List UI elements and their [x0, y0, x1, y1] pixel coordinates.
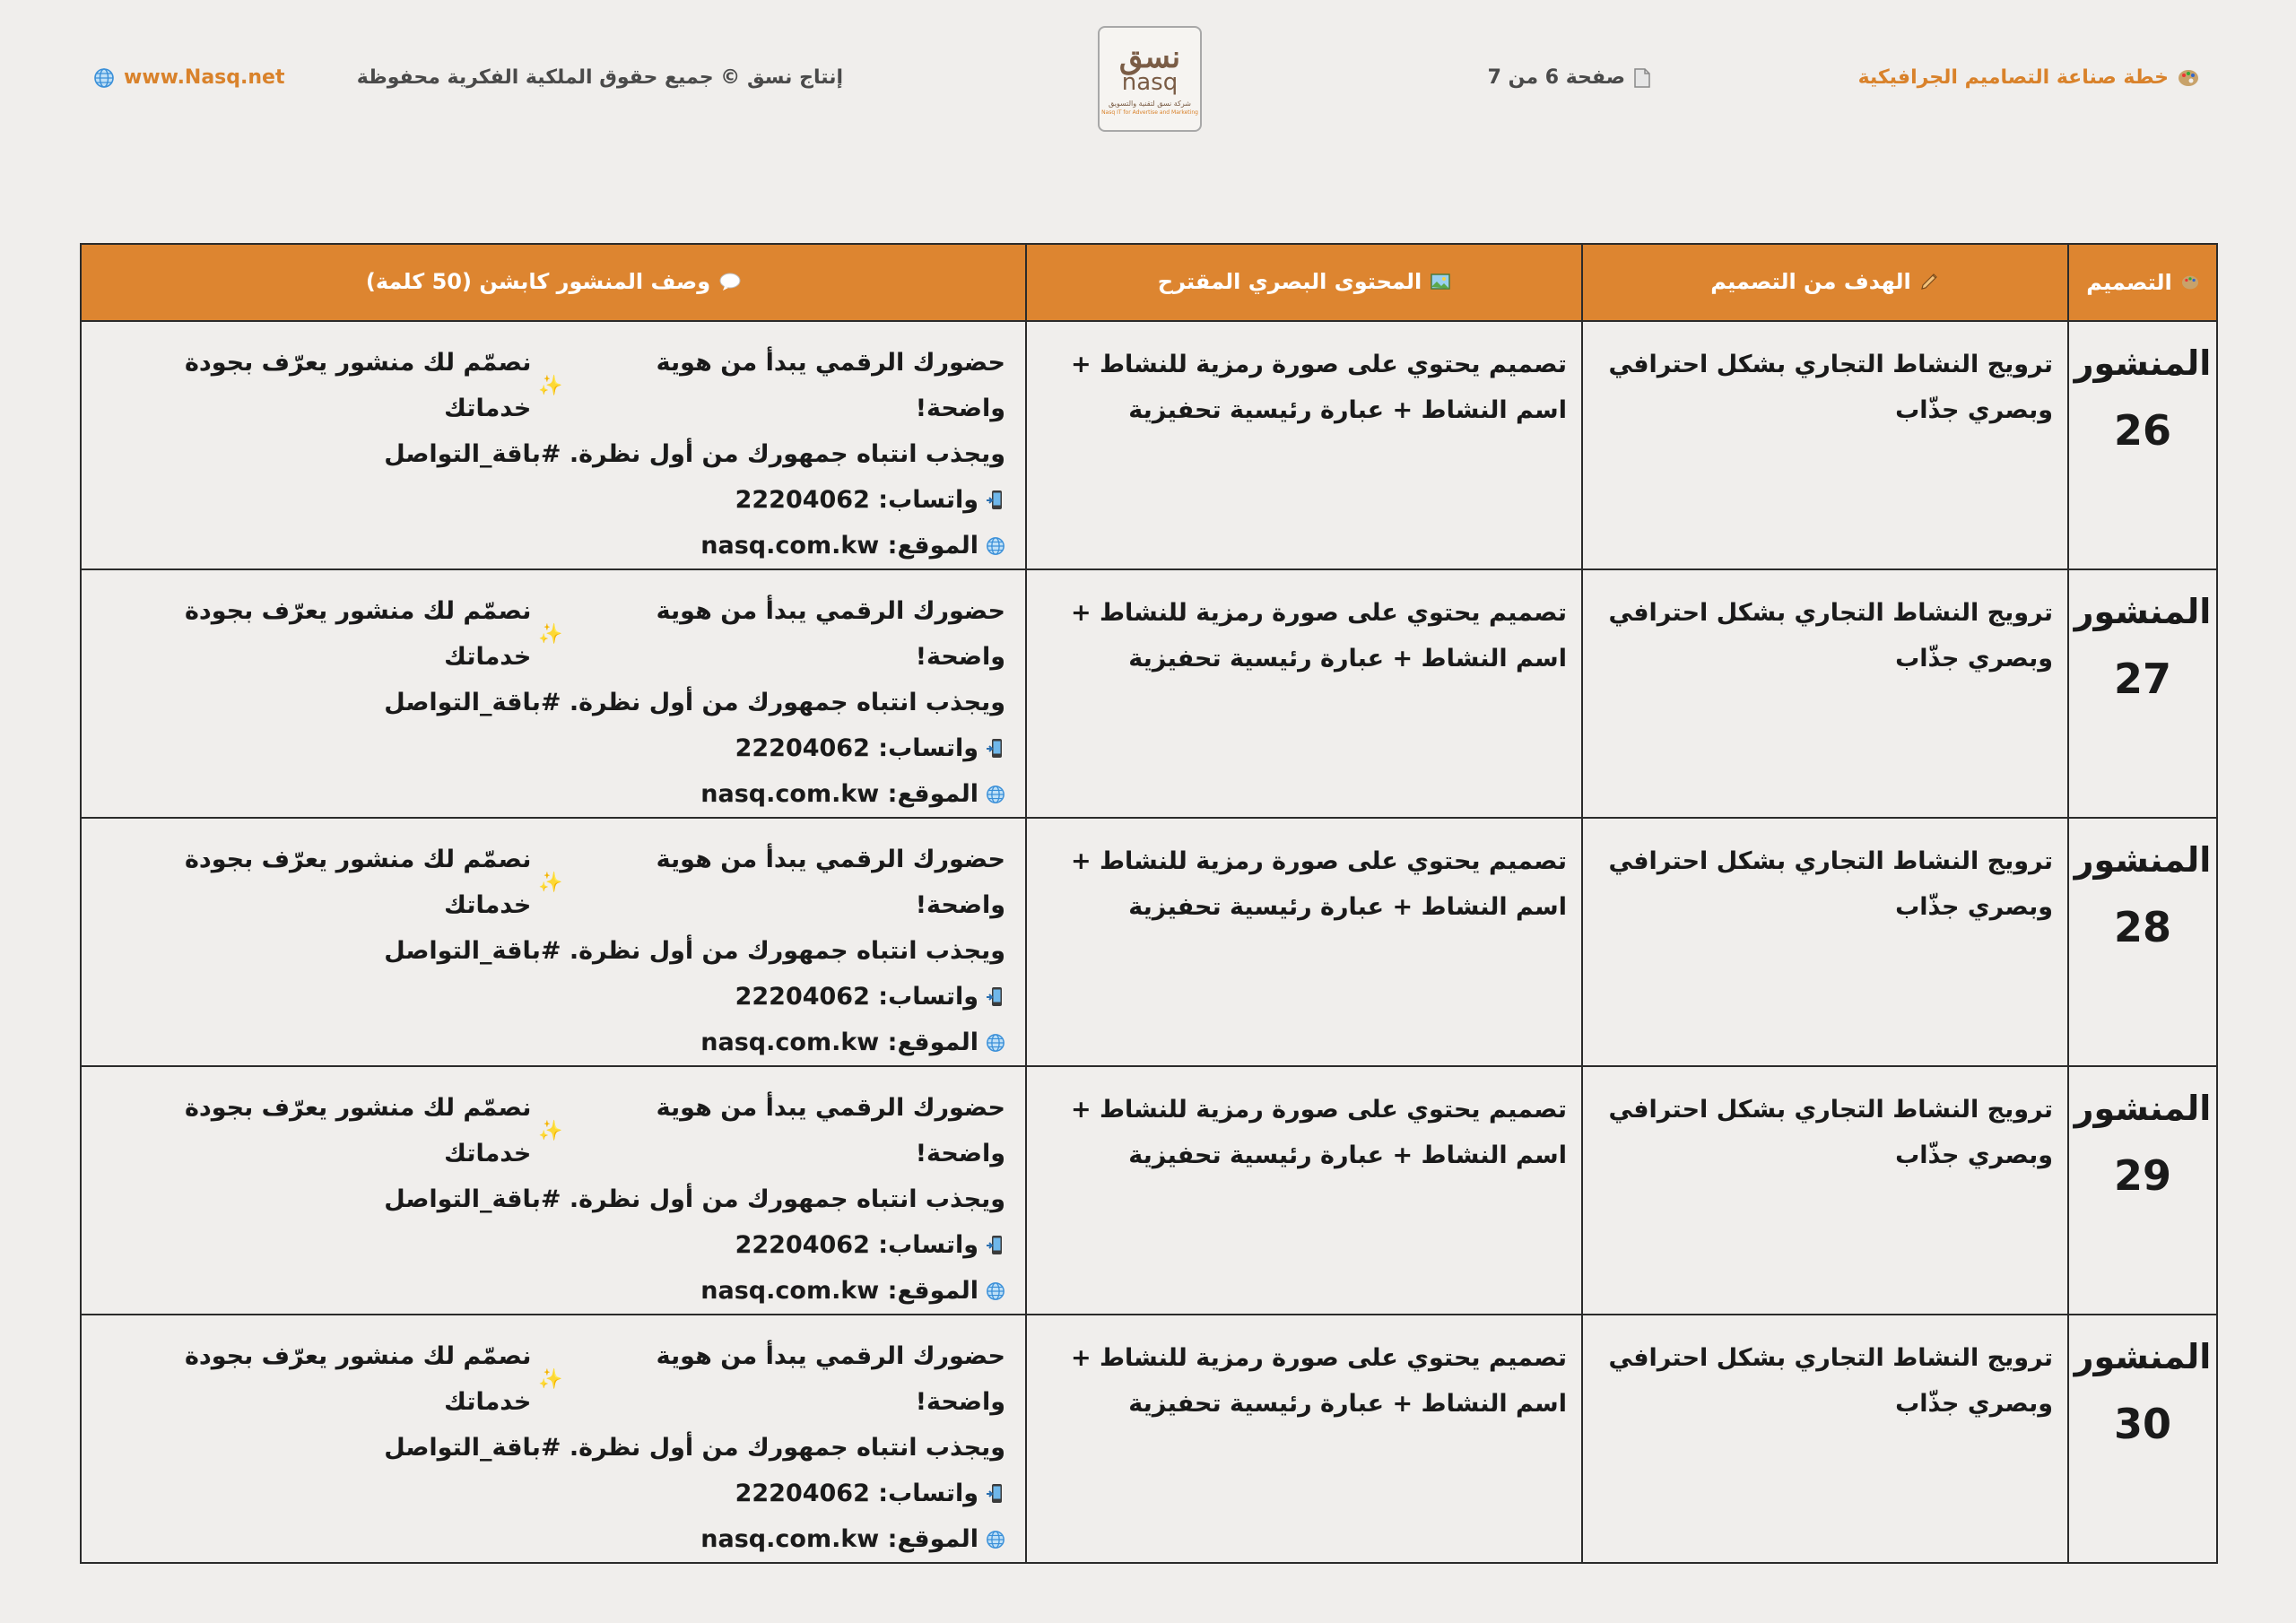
caption-cell [81, 569, 1026, 818]
globe-icon [986, 1530, 1005, 1549]
palette-icon [2178, 68, 2199, 88]
document-title-text: خطة صناعة التصاميم الجرافيكية [1857, 66, 2169, 89]
caption-line-2-text: ويجذب انتباه جمهورك من أول نظرة. #باقة_التواصل [384, 937, 1005, 965]
whatsapp-text: واتساب: 22204062 [735, 983, 978, 1011]
header-design [2068, 244, 2217, 321]
goal-text: ترويج النشاط التجاري بشكل احترافي وبصري جذّاب [1608, 351, 2053, 424]
visual-cell [1026, 321, 1582, 569]
caption-line-1-end: نصمّم لك منشور يعرّف بجودة خدماتك [184, 846, 532, 919]
goal-text: ترويج النشاط التجاري بشكل احترافي وبصري جذّاب [1608, 599, 2053, 673]
globe-icon [986, 1281, 1005, 1301]
website-link[interactable] [93, 66, 284, 89]
caption-cell [81, 1066, 1026, 1315]
table-row [81, 818, 2217, 1066]
goal-cell [1582, 818, 2068, 1066]
goal-text: ترويج النشاط التجاري بشكل احترافي وبصري جذّاب [1608, 1344, 2053, 1418]
goal-text: ترويج النشاط التجاري بشكل احترافي وبصري جذّاب [1608, 1096, 2053, 1169]
visual-cell [1026, 569, 1582, 818]
design-cell [2068, 1066, 2217, 1315]
sparkles-icon: ✨ [538, 374, 563, 397]
caption-line-1 [101, 588, 1005, 680]
header-visual-label: المحتوى البصري المقترح [1157, 269, 1422, 294]
table-header [81, 244, 2217, 321]
design-plan-table [80, 243, 2218, 1564]
page-icon [1634, 68, 1650, 88]
table-row [81, 569, 2217, 818]
whatsapp-text: واتساب: 22204062 [735, 734, 978, 762]
site-text: الموقع: nasq.com.kw [700, 780, 978, 808]
picture-icon [1431, 273, 1450, 291]
caption-line-1-start: حضورك الرقمي يبدأ من هوية واضحة! [656, 1094, 1005, 1167]
caption-site [101, 523, 1005, 568]
page-indicator-text: صفحة 6 من 7 [1487, 66, 1625, 89]
website-text[interactable]: www.Nasq.net [124, 66, 285, 89]
caption-whatsapp [101, 725, 1005, 771]
caption-whatsapp [101, 1471, 1005, 1516]
caption-line-2 [101, 1425, 1005, 1471]
post-number: 28 [2113, 902, 2171, 951]
globe-icon [986, 1033, 1005, 1053]
caption-line-1-end: نصمّم لك منشور يعرّف بجودة خدماتك [184, 597, 532, 671]
caption-cell [81, 818, 1026, 1066]
goal-cell [1582, 569, 2068, 818]
design-cell [2068, 321, 2217, 569]
globe-icon [93, 67, 115, 89]
header-design-label: التصميم [2086, 269, 2172, 295]
table-row [81, 1066, 2217, 1315]
company-logo [1098, 26, 1202, 132]
caption-line-1-start: حضورك الرقمي يبدأ من هوية واضحة! [656, 846, 1005, 919]
mobile-phone-icon [986, 1483, 1005, 1505]
sparkles-icon: ✨ [538, 622, 563, 646]
caption-whatsapp [101, 477, 1005, 523]
visual-text: تصميم يحتوي على صورة رمزية للنشاط + اسم النشاط + عبارة رئيسية تحفيزية [1070, 1096, 1567, 1169]
caption-line-1 [101, 340, 1005, 431]
table-row [81, 1315, 2217, 1563]
caption-line-2 [101, 928, 1005, 974]
globe-icon [986, 785, 1005, 804]
visual-cell [1026, 1066, 1582, 1315]
post-label: المنشور [2074, 1089, 2212, 1128]
caption-line-1 [101, 1333, 1005, 1425]
whatsapp-text: واتساب: 22204062 [735, 486, 978, 514]
mobile-phone-icon [986, 738, 1005, 759]
post-label: المنشور [2074, 840, 2212, 880]
table-body [81, 321, 2217, 1563]
goal-cell [1582, 1066, 2068, 1315]
speech-bubble-icon [719, 272, 741, 291]
caption-line-1-end: نصمّم لك منشور يعرّف بجودة خدماتك [184, 349, 532, 422]
caption-site [101, 1516, 1005, 1562]
goal-cell [1582, 1315, 2068, 1563]
site-text: الموقع: nasq.com.kw [700, 532, 978, 560]
header-goal [1582, 244, 2068, 321]
palette-icon [2181, 274, 2199, 291]
caption-whatsapp [101, 974, 1005, 1020]
header-goal-label: الهدف من التصميم [1710, 269, 1911, 294]
caption-line-2-text: ويجذب انتباه جمهورك من أول نظرة. #باقة_التواصل [384, 1185, 1005, 1213]
caption-line-1-end: نصمّم لك منشور يعرّف بجودة خدماتك [184, 1094, 532, 1167]
visual-text: تصميم يحتوي على صورة رمزية للنشاط + اسم النشاط + عبارة رئيسية تحفيزية [1070, 1344, 1567, 1418]
caption-whatsapp [101, 1222, 1005, 1268]
caption-line-1 [101, 837, 1005, 928]
caption-line-1-start: حضورك الرقمي يبدأ من هوية واضحة! [656, 1342, 1005, 1416]
design-cell [2068, 818, 2217, 1066]
caption-line-1 [101, 1085, 1005, 1176]
site-text: الموقع: nasq.com.kw [700, 1277, 978, 1305]
post-label: المنشور [2074, 1337, 2212, 1376]
visual-text: تصميم يحتوي على صورة رمزية للنشاط + اسم النشاط + عبارة رئيسية تحفيزية [1070, 847, 1567, 921]
post-number: 27 [2113, 654, 2171, 703]
site-text: الموقع: nasq.com.kw [700, 1525, 978, 1553]
visual-cell [1026, 1315, 1582, 1563]
writing-hand-icon [1920, 273, 1940, 291]
caption-line-2-text: ويجذب انتباه جمهورك من أول نظرة. #باقة_التواصل [384, 1434, 1005, 1462]
copyright-notice [357, 66, 843, 89]
caption-line-2 [101, 680, 1005, 725]
caption-line-1-start: حضورك الرقمي يبدأ من هوية واضحة! [656, 349, 1005, 422]
mobile-phone-icon [986, 1235, 1005, 1256]
caption-site [101, 771, 1005, 817]
caption-line-2 [101, 431, 1005, 477]
caption-line-2 [101, 1176, 1005, 1222]
site-text: الموقع: nasq.com.kw [700, 1028, 978, 1056]
header-caption [81, 244, 1026, 321]
header-caption-label: وصف المنشور كابشن (50 كلمة) [365, 268, 711, 294]
table-header-row [81, 244, 2217, 321]
caption-line-2-text: ويجذب انتباه جمهورك من أول نظرة. #باقة_التواصل [384, 440, 1005, 468]
logo-tagline: شركة نسق لتقنية والتسويق [1109, 100, 1191, 108]
page-indicator [1488, 66, 1650, 89]
whatsapp-text: واتساب: 22204062 [735, 1231, 978, 1259]
caption-line-2-text: ويجذب انتباه جمهورك من أول نظرة. #باقة_التواصل [384, 689, 1005, 716]
table-row [81, 321, 2217, 569]
sparkles-icon: ✨ [538, 1367, 563, 1391]
design-cell [2068, 1315, 2217, 1563]
goal-text: ترويج النشاط التجاري بشكل احترافي وبصري جذّاب [1608, 847, 2053, 921]
caption-line-1-start: حضورك الرقمي يبدأ من هوية واضحة! [656, 597, 1005, 671]
whatsapp-text: واتساب: 22204062 [735, 1480, 978, 1507]
caption-site [101, 1020, 1005, 1065]
logo-subtitle: Nasq IT for Advertise and Marketing [1101, 109, 1198, 116]
globe-icon [986, 536, 1005, 556]
copyright-text: إنتاج نسق © جميع حقوق الملكية الفكرية محفوظة [356, 66, 843, 89]
post-number: 26 [2113, 405, 2171, 455]
post-label: المنشور [2074, 592, 2212, 631]
post-label: المنشور [2074, 343, 2212, 383]
header-visual [1026, 244, 1582, 321]
mobile-phone-icon [986, 490, 1005, 511]
visual-text: تصميم يحتوي على صورة رمزية للنشاط + اسم النشاط + عبارة رئيسية تحفيزية [1070, 351, 1567, 424]
post-number: 29 [2113, 1150, 2171, 1200]
design-cell [2068, 569, 2217, 818]
document-title [1858, 66, 2199, 89]
caption-line-1-end: نصمّم لك منشور يعرّف بجودة خدماتك [184, 1342, 532, 1416]
caption-cell [81, 321, 1026, 569]
mobile-phone-icon [986, 986, 1005, 1008]
logo-latin: nasq [1121, 69, 1178, 96]
logo-arabic: نسق [1118, 39, 1181, 75]
post-number: 30 [2113, 1399, 2171, 1448]
caption-cell [81, 1315, 1026, 1563]
caption-site [101, 1268, 1005, 1314]
visual-text: تصميم يحتوي على صورة رمزية للنشاط + اسم النشاط + عبارة رئيسية تحفيزية [1070, 599, 1567, 673]
sparkles-icon: ✨ [538, 871, 563, 894]
sparkles-icon: ✨ [538, 1119, 563, 1142]
visual-cell [1026, 818, 1582, 1066]
goal-cell [1582, 321, 2068, 569]
